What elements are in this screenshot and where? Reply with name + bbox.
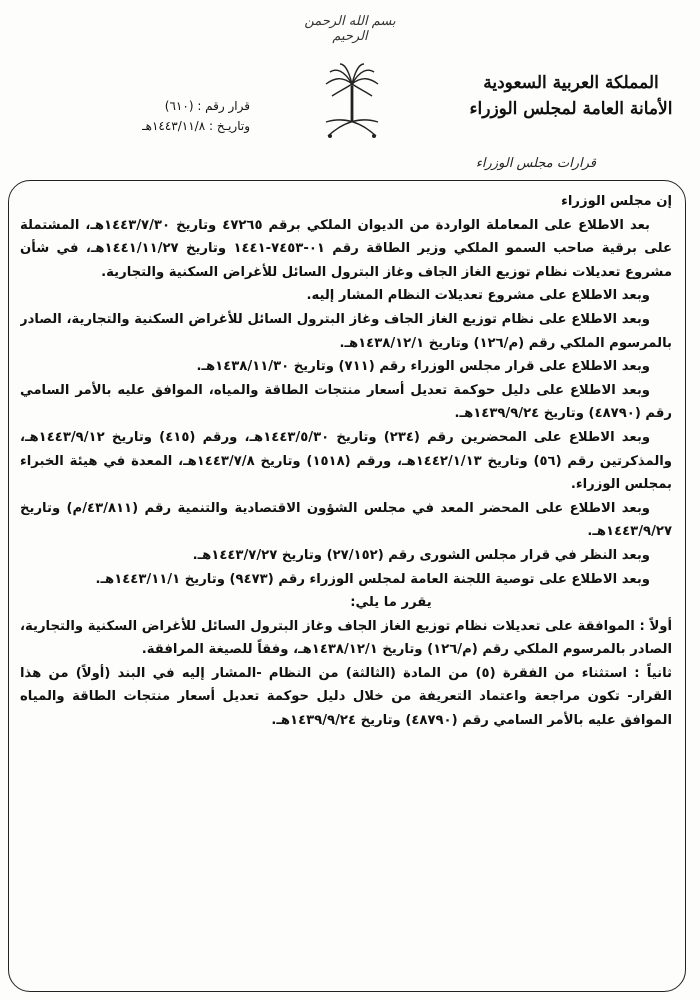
basmala: بسم الله الرحمن الرحيم <box>304 14 396 44</box>
org-line-1: المملكة العربية السعودية <box>483 73 659 93</box>
opener: إن مجلس الوزراء <box>561 194 672 209</box>
organization-title <box>466 70 676 122</box>
subheading: قرارات مجلس الوزراء <box>475 156 596 171</box>
decision-body <box>20 190 672 980</box>
resolves-heading: يقرر ما يلي: <box>350 595 432 611</box>
decision-number: قرار رقم : (٦١٠) <box>164 99 250 113</box>
paragraph: وبعد الاطلاع على المحضرين رقم (٢٣٤) وتاريخ ١٤٤٣/٥/٣٠هـ، ورقم (٤١٥) وتاريخ ١٤٤٣/٩/١٢هـ، والمذكرتين رقم (٥٦) وتاريخ ١٤٤٢/١/١٣هـ، ورقم (١٥١٨) وتاريخ ١٤٤٣/٧/٨هـ، المعدة في هيئة الخبراء بمجلس الوزراء. <box>20 429 672 493</box>
resolution-item: ثانياً : استثناء من الفقرة (٥) من المادة (الثالثة) من النظام -المشار إليه في البند (أولاً) من هذا القرار- تكون مراجعة واعتماد التعريفة من خلال دليل حوكمة تعديل أسعار منتجات الطاقة والمياه الموافق عليه بالأمر السامي رقم (٤٨٧٩٠) وتاريخ ١٤٣٩/٩/٢٤هـ. <box>20 665 672 729</box>
decision-date: وتاريـخ : ١٤٤٣/١١/٨هـ <box>142 119 250 133</box>
paragraph: وبعد الاطلاع على قرار مجلس الوزراء رقم (٧١١) وتاريخ ١٤٣٨/١١/٣٠هـ. <box>196 359 650 375</box>
paragraph: وبعد الاطلاع على مشروع تعديلات النظام المشار إليه. <box>306 288 650 304</box>
resolution-item: أولاً : الموافقة على تعديلات نظام توزيع الغاز الجاف وغاز البترول السائل للأغراض السكنية والتجارية، الصادر بالمرسوم الملكي رقم (م/١٢٦) وتاريخ ١٤٣٨/١٢/١هـ، وفقاً للصيغة المرافقة. <box>20 618 672 658</box>
decision-meta <box>100 96 250 136</box>
paragraph: وبعد الاطلاع على دليل حوكمة تعديل أسعار منتجات الطاقة والمياه، الموافق عليه بالأمر السامي رقم (٤٨٧٩٠) وتاريخ ١٤٣٩/٩/٢٤هـ. <box>20 382 672 422</box>
paragraph: وبعد النظر في قرار مجلس الشورى رقم (٢٧/١٥٢) وتاريخ ١٤٤٣/٧/٢٧هـ. <box>192 547 650 563</box>
paragraph: بعد الاطلاع على المعاملة الواردة من الديوان الملكي برقم ٤٧٢٦٥ وتاريخ ١٤٤٣/٧/٣٠هـ، المشتملة على برقية صاحب السمو الملكي وزير الطاقة رقم ٠١-٧٤٥٣-١٤٤١ وتاريخ ١٤٤١/١١/٢٧هـ، في شأن مشروع تعديلات نظام توزيع الغاز الجاف وغاز البترول السائل للأغراض السكنية والتجارية. <box>20 217 672 280</box>
palm-swords-emblem-icon <box>322 62 382 144</box>
org-line-2: الأمانة العامة لمجلس الوزراء <box>469 99 673 119</box>
paragraph: وبعد الاطلاع على توصية اللجنة العامة لمجلس الوزراء رقم (٩٤٧٣) وتاريخ ١٤٤٣/١١/١هـ. <box>95 571 650 587</box>
paragraph: وبعد الاطلاع على المحضر المعد في مجلس الشؤون الاقتصادية والتنمية رقم (٤٣/٨١١/م) وتاريخ ١٤٤٣/٩/٢٧هـ. <box>20 500 672 540</box>
paragraph: وبعد الاطلاع على نظام توزيع الغاز الجاف وغاز البترول السائل للأغراض السكنية والتجارية، الصادر بالمرسوم الملكي رقم (م/١٢٦) وتاريخ ١٤٣٨/١٢/١هـ. <box>20 311 672 351</box>
